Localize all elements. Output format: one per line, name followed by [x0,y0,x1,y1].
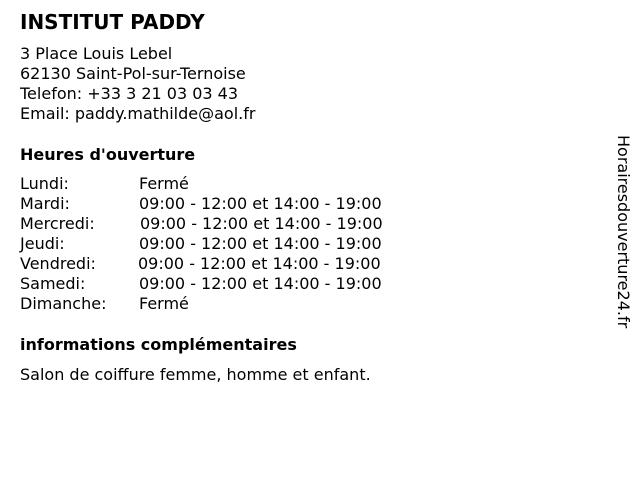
day-hours: Fermé [139,174,189,193]
hours-heading: Heures d'ouverture [20,145,196,164]
day-hours: 09:00 - 12:00 et 14:00 - 19:00 [140,214,383,233]
site-watermark: Horairesdouverture24.fr [614,135,633,329]
phone-line: Telefon: +33 3 21 03 03 43 [20,84,239,103]
info-text: Salon de coiffure femme, homme et enfant. [20,365,371,384]
day-hours: 09:00 - 12:00 et 14:00 - 19:00 [139,194,382,213]
day-hours: 09:00 - 12:00 et 14:00 - 19:00 [138,254,381,273]
business-name: INSTITUT PADDY [20,10,205,34]
day-label: Mardi: [20,194,70,213]
day-label: Mercredi: [20,214,95,233]
day-label: Lundi: [20,174,69,193]
info-heading: informations complémentaires [20,335,297,354]
day-hours: 09:00 - 12:00 et 14:00 - 19:00 [139,234,382,253]
day-label: Jeudi: [20,234,65,253]
day-hours: Fermé [139,294,189,313]
day-label: Vendredi: [20,254,96,273]
day-hours: 09:00 - 12:00 et 14:00 - 19:00 [139,274,382,293]
email-line: Email: paddy.mathilde@aol.fr [20,104,256,123]
address-block [20,44,255,124]
address-city: 62130 Saint-Pol-sur-Ternoise [20,64,246,83]
address-street: 3 Place Louis Lebel [20,44,173,63]
day-label: Dimanche: [20,294,107,313]
day-label: Samedi: [20,274,86,293]
